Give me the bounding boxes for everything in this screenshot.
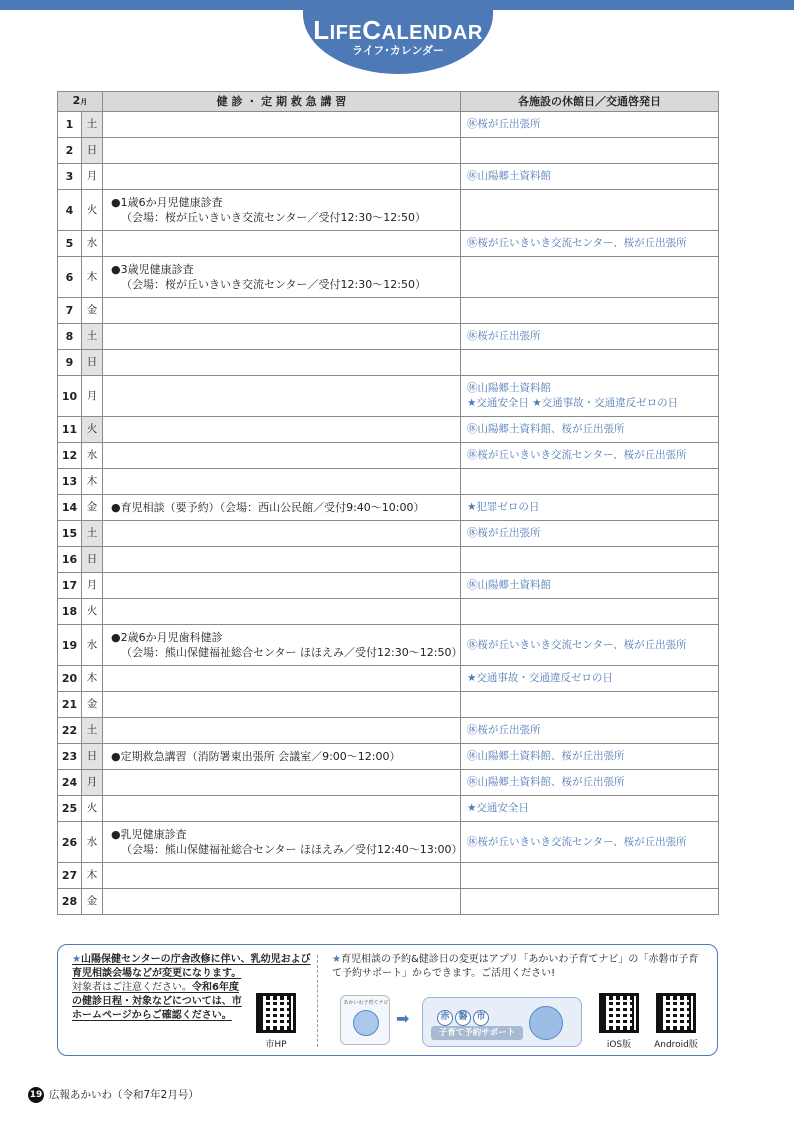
day-of-week: 水 — [82, 231, 103, 257]
calendar-row — [58, 231, 719, 257]
calendar-table — [57, 91, 719, 915]
notice-left-line2 — [72, 981, 242, 1023]
brand-word-calendar: ALENDAR — [381, 22, 483, 44]
closure-cell — [461, 521, 719, 547]
notice-box — [57, 944, 718, 1056]
exam-cell — [103, 744, 461, 770]
closure-line: ㊡山陽郷土資料館 — [467, 170, 551, 182]
app-icon-caption: あかいわ子育てナビ — [343, 1000, 389, 1006]
day-of-week: 金 — [82, 495, 103, 521]
day-number: 2 — [58, 138, 82, 164]
calendar-row — [58, 796, 719, 822]
exam-column-header: 健 診 ・ 定 期 救 急 講 習 — [103, 92, 461, 112]
day-of-week: 土 — [82, 324, 103, 350]
closure-line: ㊡桜が丘出張所 — [467, 118, 541, 130]
mascot-icon — [353, 1010, 379, 1036]
calendar-row — [58, 863, 719, 889]
closure-cell — [461, 889, 719, 915]
month-number: 2 — [72, 94, 81, 107]
exam-cell — [103, 666, 461, 692]
closure-cell — [461, 257, 719, 298]
calendar-row — [58, 889, 719, 915]
closure-cell — [461, 796, 719, 822]
day-of-week: 火 — [82, 599, 103, 625]
calendar-row — [58, 138, 719, 164]
day-number: 27 — [58, 863, 82, 889]
closure-cell — [461, 417, 719, 443]
calendar-row — [58, 112, 719, 138]
day-of-week: 金 — [82, 889, 103, 915]
qr-android-label: Android版 — [654, 1040, 698, 1050]
closure-line: ★交通安全日 ★交通事故・交通違反ゼロの日 — [467, 397, 679, 409]
day-number: 3 — [58, 164, 82, 190]
exam-title: ●2歳6か月児歯科健診 — [111, 631, 223, 644]
reservation-banner — [422, 997, 582, 1047]
calendar-row — [58, 547, 719, 573]
exam-cell — [103, 599, 461, 625]
day-of-week: 月 — [82, 573, 103, 599]
exam-title: ●定期救急講習（消防署東出張所 会議室／9:00〜12:00） — [111, 750, 401, 763]
brand-title — [303, 15, 493, 45]
closure-cell — [461, 599, 719, 625]
closure-cell — [461, 469, 719, 495]
day-number: 5 — [58, 231, 82, 257]
calendar-body — [58, 112, 719, 915]
month-unit: 月 — [80, 98, 88, 106]
day-number: 15 — [58, 521, 82, 547]
day-of-week: 月 — [82, 770, 103, 796]
day-number: 20 — [58, 666, 82, 692]
calendar-row — [58, 257, 719, 298]
mascot-icon — [529, 1006, 563, 1040]
exam-detail: （会場：熊山保健福祉総合センター ほほえみ／受付12:30〜12:50） — [121, 646, 463, 659]
exam-cell — [103, 231, 461, 257]
exam-detail: （会場：熊山保健福祉総合センター ほほえみ／受付12:40〜13:00） — [121, 843, 463, 856]
calendar-header-row — [58, 92, 719, 112]
closure-line: ㊡山陽郷土資料館、桜が丘出張所 — [467, 776, 625, 788]
closure-line: ★交通安全日 — [467, 802, 529, 814]
day-number: 4 — [58, 190, 82, 231]
brand-word-life: IFE — [329, 22, 363, 44]
closure-cell — [461, 744, 719, 770]
closure-line: ㊡山陽郷土資料館 — [467, 579, 551, 591]
day-of-week: 月 — [82, 164, 103, 190]
closure-line: ㊡桜が丘出張所 — [467, 330, 541, 342]
calendar-row — [58, 417, 719, 443]
calendar-row — [58, 190, 719, 231]
page-number: 19 — [28, 1087, 44, 1103]
day-number: 21 — [58, 692, 82, 718]
closure-cell — [461, 625, 719, 666]
brand-letter-l: L — [313, 15, 330, 45]
notice-left-line2-rest: 令和6年度の健診日程・対象などについては、市ホームページからご確認ください。 — [72, 982, 242, 1021]
day-of-week: 日 — [82, 138, 103, 164]
day-number: 25 — [58, 796, 82, 822]
calendar-row — [58, 495, 719, 521]
day-of-week: 水 — [82, 625, 103, 666]
brand-subtitle: ライフ･カレンダー — [351, 44, 445, 57]
day-of-week: 火 — [82, 417, 103, 443]
exam-title: ●3歳児健康診査 — [111, 263, 194, 276]
closure-cell — [461, 770, 719, 796]
exam-cell — [103, 521, 461, 547]
closure-cell — [461, 138, 719, 164]
calendar-row — [58, 350, 719, 376]
closure-line: ㊡桜が丘出張所 — [467, 527, 541, 539]
day-number: 17 — [58, 573, 82, 599]
notice-left-line2-lead: 対象者はご注意ください。 — [72, 982, 192, 993]
calendar-row — [58, 521, 719, 547]
closure-cell — [461, 495, 719, 521]
day-of-week: 水 — [82, 443, 103, 469]
app-icon — [340, 995, 390, 1045]
closure-cell — [461, 443, 719, 469]
day-number: 28 — [58, 889, 82, 915]
qr-code-android[interactable] — [656, 993, 696, 1033]
calendar-row — [58, 324, 719, 350]
closure-line: ㊡山陽郷土資料館、桜が丘出張所 — [467, 750, 625, 762]
exam-title: ●乳児健康診査 — [111, 828, 187, 841]
exam-cell — [103, 376, 461, 417]
calendar-row — [58, 692, 719, 718]
calendar-row — [58, 822, 719, 863]
closure-cell — [461, 718, 719, 744]
exam-cell — [103, 324, 461, 350]
qr-ios-label: iOS版 — [606, 1040, 632, 1050]
closure-line: ★交通事故・交通違反ゼロの日 — [467, 672, 613, 684]
day-number: 24 — [58, 770, 82, 796]
day-of-week: 月 — [82, 376, 103, 417]
calendar-row — [58, 443, 719, 469]
exam-cell — [103, 796, 461, 822]
closure-column-header: 各施設の休館日／交通啓発日 — [461, 92, 719, 112]
day-of-week: 日 — [82, 744, 103, 770]
notice-right-text: 育児相談の予約&健診日の変更はアプリ「あかいわ子育てナビ」の「赤磐市子育て予約サポート」からできます。ご活用ください! — [332, 954, 699, 979]
calendar-row — [58, 770, 719, 796]
closure-line: ㊡桜が丘いきいき交流センター、桜が丘出張所 — [467, 237, 687, 249]
exam-cell — [103, 257, 461, 298]
notice-divider — [317, 955, 318, 1047]
banner-char: 市 — [473, 1010, 489, 1026]
closure-line: ★犯罪ゼロの日 — [467, 501, 540, 513]
day-number: 14 — [58, 495, 82, 521]
day-number: 23 — [58, 744, 82, 770]
page-footer — [28, 1087, 199, 1103]
closure-line: ㊡桜が丘いきいき交流センター、桜が丘出張所 — [467, 638, 687, 651]
day-number: 16 — [58, 547, 82, 573]
exam-cell — [103, 138, 461, 164]
calendar-row — [58, 298, 719, 324]
day-number: 26 — [58, 822, 82, 863]
day-number: 7 — [58, 298, 82, 324]
exam-cell — [103, 863, 461, 889]
day-number: 19 — [58, 625, 82, 666]
day-number: 18 — [58, 599, 82, 625]
banner-char: 赤 — [437, 1010, 453, 1026]
day-of-week: 金 — [82, 692, 103, 718]
qr-city-label: 市HP — [265, 1040, 287, 1050]
notice-left-line1: 山陽保健センターの庁舎改修に伴い、乳幼児および育児相談会場などが変更になります。 — [72, 954, 311, 979]
closure-cell — [461, 350, 719, 376]
day-of-week: 金 — [82, 298, 103, 324]
exam-cell — [103, 443, 461, 469]
exam-cell — [103, 770, 461, 796]
exam-cell — [103, 625, 461, 666]
closure-cell — [461, 692, 719, 718]
exam-cell — [103, 692, 461, 718]
closure-cell — [461, 190, 719, 231]
day-of-week: 木 — [82, 666, 103, 692]
exam-cell — [103, 547, 461, 573]
day-number: 9 — [58, 350, 82, 376]
day-number: 8 — [58, 324, 82, 350]
calendar-row — [58, 376, 719, 417]
closure-line: ㊡山陽郷土資料館、桜が丘出張所 — [467, 423, 625, 435]
day-number: 10 — [58, 376, 82, 417]
day-of-week: 火 — [82, 190, 103, 231]
day-of-week: 火 — [82, 796, 103, 822]
exam-cell — [103, 718, 461, 744]
month-header — [58, 92, 103, 112]
day-number: 13 — [58, 469, 82, 495]
day-of-week: 土 — [82, 521, 103, 547]
qr-code-city-hp[interactable] — [256, 993, 296, 1033]
exam-detail: （会場：桜が丘いきいき交流センター／受付12:30〜12:50） — [121, 211, 426, 224]
calendar-row — [58, 625, 719, 666]
closure-cell — [461, 298, 719, 324]
brand-letter-c: C — [362, 15, 382, 45]
closure-cell — [461, 164, 719, 190]
banner-char: 磐 — [455, 1010, 471, 1026]
exam-title: ●1歳6か月児健康診査 — [111, 196, 223, 209]
notice-right — [332, 953, 704, 981]
day-of-week: 木 — [82, 863, 103, 889]
calendar-row — [58, 718, 719, 744]
closure-line: ㊡桜が丘出張所 — [467, 724, 541, 736]
notice-left-headline — [72, 953, 312, 981]
banner-subtitle: 子育て予約サポート — [431, 1026, 523, 1040]
exam-cell — [103, 417, 461, 443]
closure-cell — [461, 231, 719, 257]
exam-cell — [103, 112, 461, 138]
closure-cell — [461, 822, 719, 863]
day-of-week: 土 — [82, 112, 103, 138]
day-number: 12 — [58, 443, 82, 469]
calendar-row — [58, 666, 719, 692]
exam-cell — [103, 573, 461, 599]
day-of-week: 水 — [82, 822, 103, 863]
closure-line: ㊡山陽郷土資料館 — [467, 382, 551, 394]
day-number: 6 — [58, 257, 82, 298]
closure-cell — [461, 324, 719, 350]
closure-cell — [461, 112, 719, 138]
arrow-right-icon: ➡ — [396, 1009, 410, 1028]
closure-cell — [461, 376, 719, 417]
closure-cell — [461, 863, 719, 889]
exam-title: ●育児相談（要予約）（会場：西山公民館／受付9:40〜10:00） — [111, 501, 425, 514]
day-number: 1 — [58, 112, 82, 138]
exam-cell — [103, 469, 461, 495]
closure-cell — [461, 666, 719, 692]
calendar-row — [58, 744, 719, 770]
exam-cell — [103, 164, 461, 190]
banner-circles — [437, 1004, 491, 1026]
star-icon: ★ — [72, 954, 81, 965]
day-of-week: 木 — [82, 257, 103, 298]
day-of-week: 土 — [82, 718, 103, 744]
exam-cell — [103, 822, 461, 863]
exam-cell — [103, 495, 461, 521]
closure-cell — [461, 573, 719, 599]
calendar-row — [58, 573, 719, 599]
day-number: 11 — [58, 417, 82, 443]
exam-detail: （会場：桜が丘いきいき交流センター／受付12:30〜12:50） — [121, 278, 426, 291]
exam-cell — [103, 350, 461, 376]
closure-line: ㊡桜が丘いきいき交流センター、桜が丘出張所 — [467, 449, 687, 461]
qr-code-ios[interactable] — [599, 993, 639, 1033]
day-of-week: 日 — [82, 350, 103, 376]
star-icon: ★ — [332, 954, 341, 965]
calendar-row — [58, 599, 719, 625]
publication-name: 広報あかいわ（令和7年2月号） — [49, 1089, 199, 1101]
day-of-week: 木 — [82, 469, 103, 495]
closure-line: ㊡桜が丘いきいき交流センター、桜が丘出張所 — [467, 835, 687, 848]
exam-cell — [103, 298, 461, 324]
closure-cell — [461, 547, 719, 573]
exam-cell — [103, 190, 461, 231]
calendar-row — [58, 164, 719, 190]
calendar-row — [58, 469, 719, 495]
day-number: 22 — [58, 718, 82, 744]
day-of-week: 日 — [82, 547, 103, 573]
exam-cell — [103, 889, 461, 915]
